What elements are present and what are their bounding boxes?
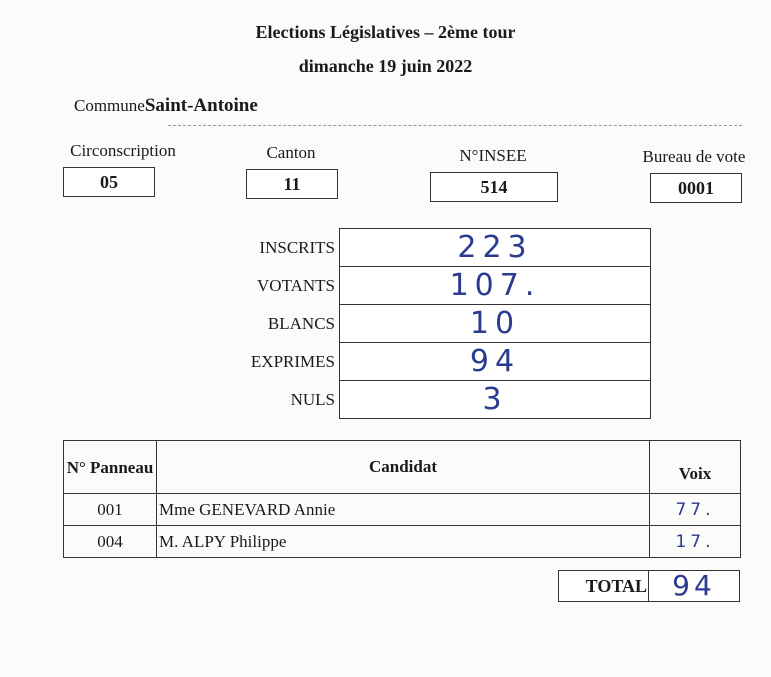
- stats-label: VOTANTS: [257, 275, 335, 295]
- candidate-name: Mme GENEVARD Annie: [157, 494, 650, 526]
- commune-row: [74, 95, 258, 117]
- commune-name: Saint-Antoine: [144, 95, 258, 116]
- bureau-label: Bureau de vote: [642, 147, 746, 166]
- stats-value-handwritten: 94: [340, 343, 651, 381]
- bureau-value: 0001: [650, 173, 742, 203]
- header-candidat: Candidat: [157, 441, 650, 494]
- election-date: dimanche 19 juin 2022: [298, 56, 473, 76]
- candidate-name: M. ALPY Philippe: [157, 526, 650, 558]
- candidates-table: [63, 440, 741, 558]
- stats-row-blancs: [230, 305, 651, 343]
- circonscription-value: 05: [63, 167, 155, 197]
- total-label: TOTAL: [558, 570, 651, 602]
- insee-value: 514: [430, 172, 558, 202]
- table-header-row: [64, 441, 741, 494]
- stats-value-handwritten: 107.: [340, 267, 651, 305]
- stats-row-votants: [230, 267, 651, 305]
- total-value: 94: [648, 570, 740, 602]
- stats-label: EXPRIMES: [250, 351, 335, 371]
- canton-value: 11: [246, 169, 338, 199]
- canton-label: Canton: [266, 143, 316, 162]
- stats-label: INSCRITS: [259, 237, 335, 257]
- candidate-panneau: 004: [64, 526, 157, 558]
- header-panneau: N° Panneau: [64, 441, 157, 494]
- circonscription-label: Circonscription: [70, 141, 176, 160]
- stats-value-handwritten: 3: [340, 381, 651, 419]
- stats-label: BLANCS: [267, 313, 335, 333]
- table-row: [64, 494, 741, 526]
- stats-table: [230, 228, 651, 419]
- stats-label: NULS: [290, 389, 335, 409]
- commune-underline: [168, 125, 742, 126]
- stats-value-handwritten: 223: [340, 229, 651, 267]
- table-row: [64, 526, 741, 558]
- insee-label: N°INSEE: [459, 146, 527, 165]
- stats-row-exprimes: [230, 343, 651, 381]
- candidate-voix: 17.: [650, 526, 741, 558]
- header-voix: Voix: [650, 441, 741, 494]
- commune-label: Commune: [74, 96, 145, 115]
- candidate-panneau: 001: [64, 494, 157, 526]
- stats-row-inscrits: [230, 229, 651, 267]
- candidate-voix: 77.: [650, 494, 741, 526]
- stats-row-nuls: [230, 381, 651, 419]
- election-title: Elections Législatives – 2ème tour: [255, 22, 516, 42]
- stats-value-handwritten: 10: [340, 305, 651, 343]
